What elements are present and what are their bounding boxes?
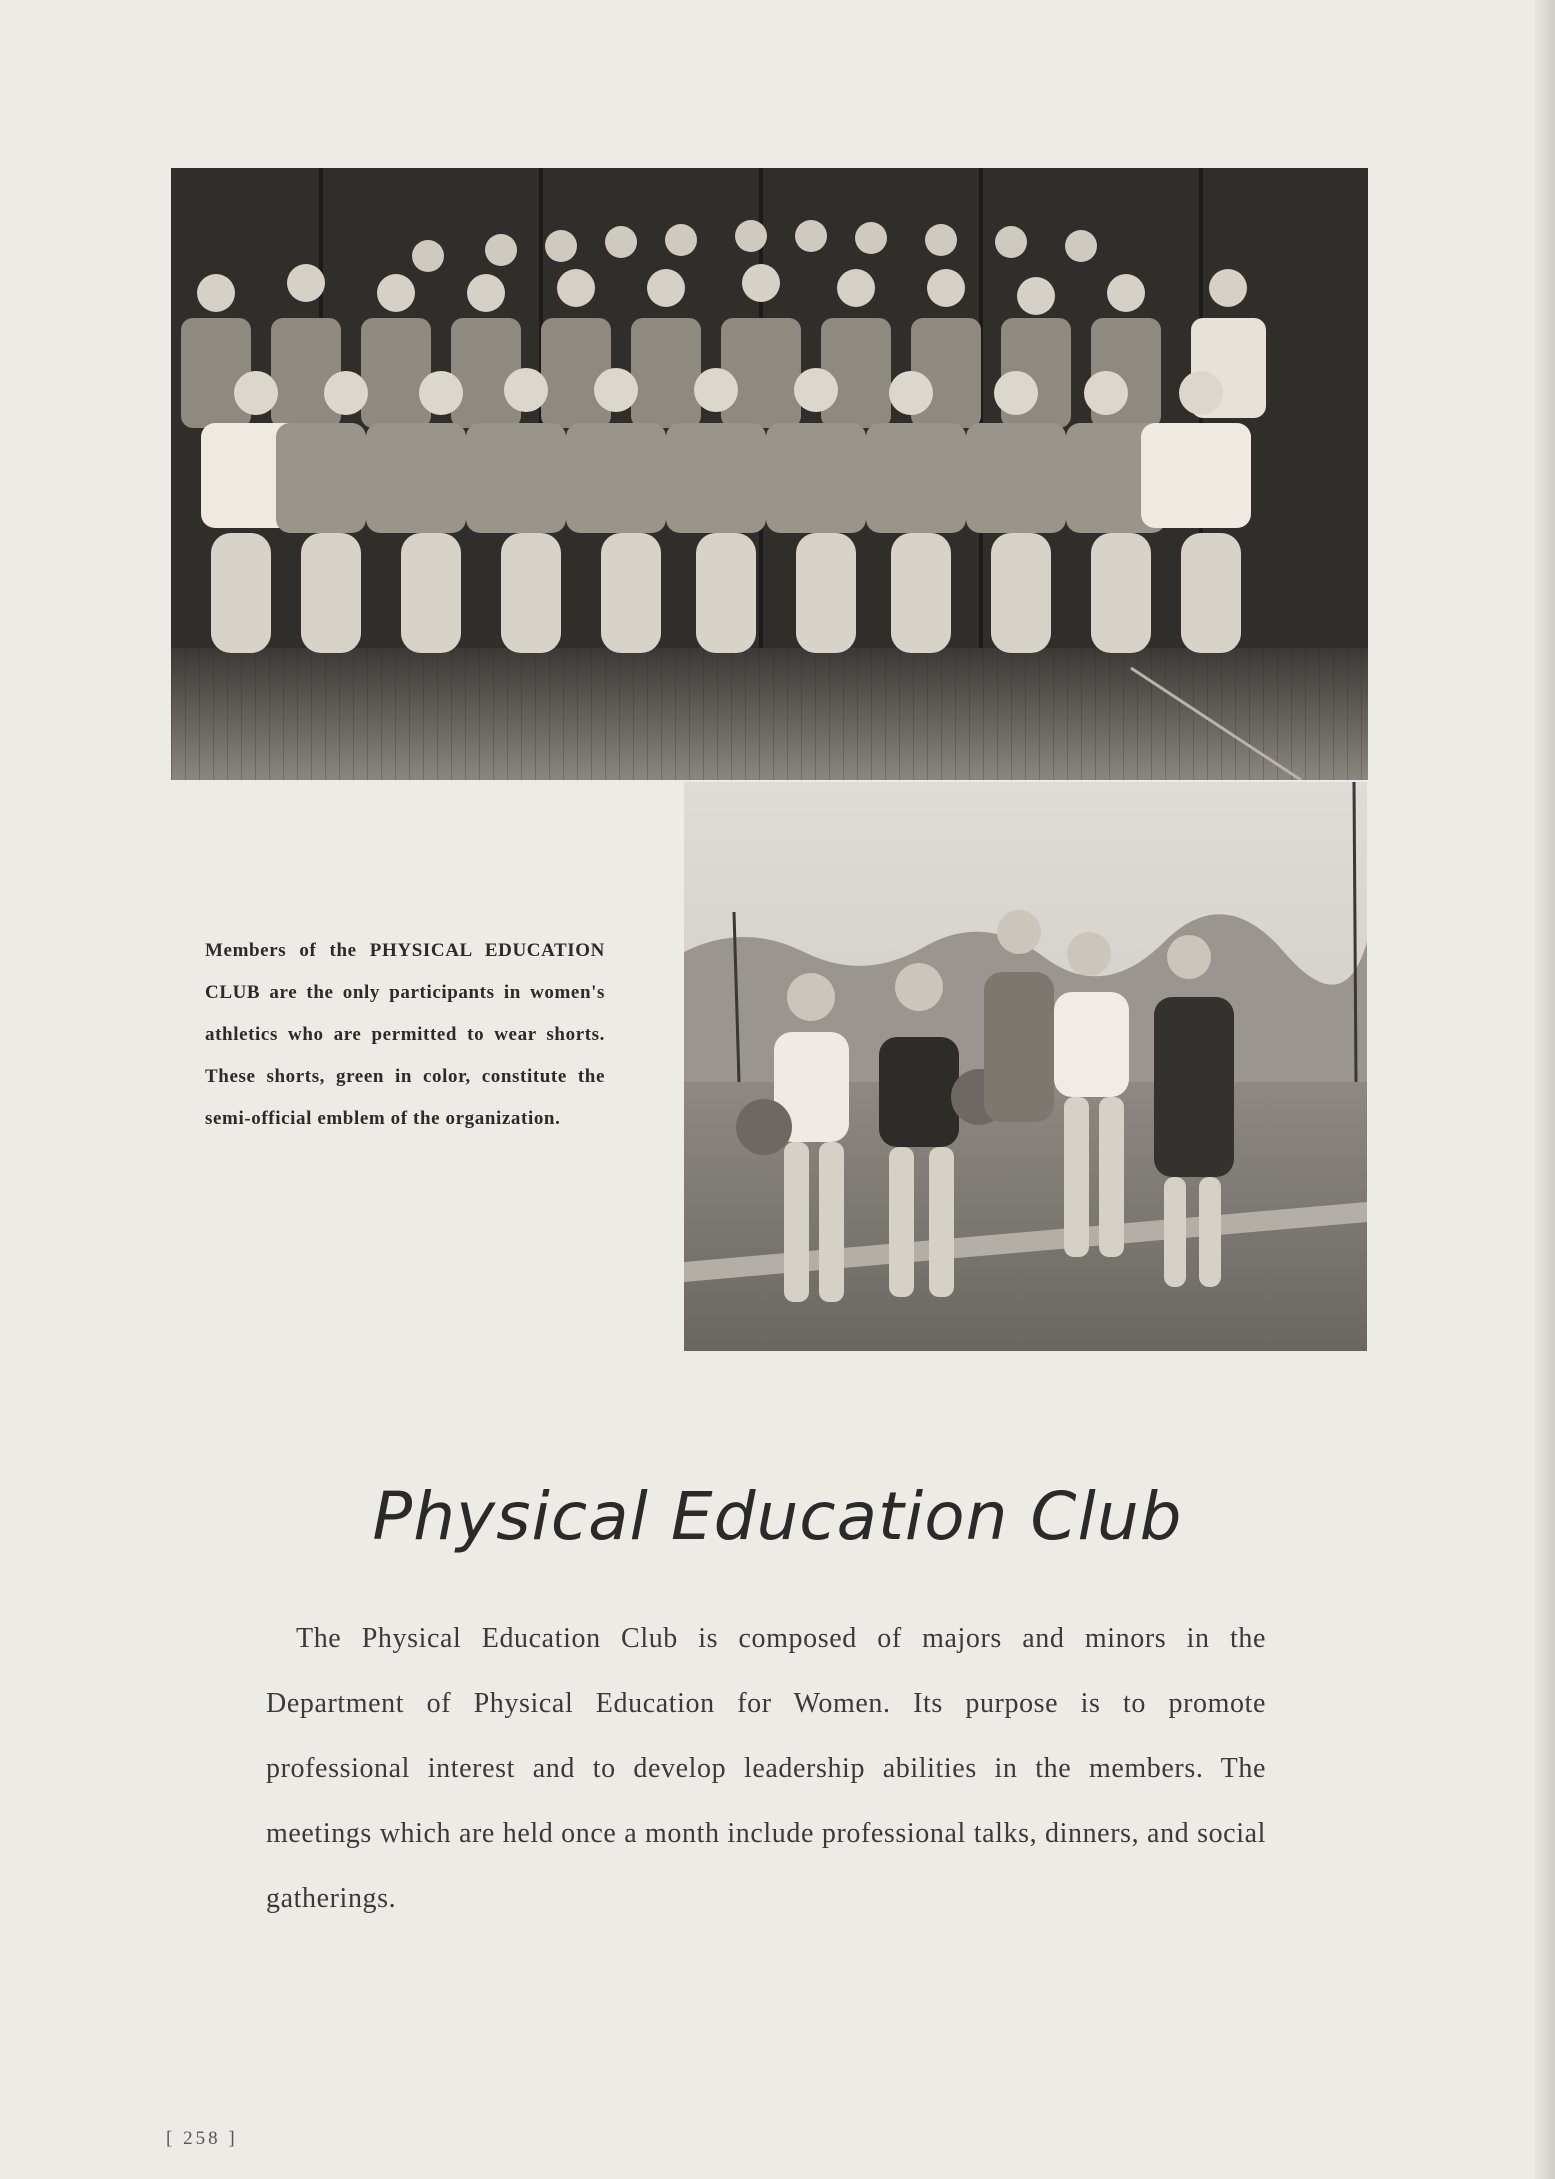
page-edge (1535, 0, 1555, 2179)
club-description: The Physical Education Club is composed of majors and minors in the Department of Physical Education for Women. Its purpose is to promote professional interest and to develop leadership abilities in the members. The meetings which are held once a month include professional talks, dinners, and social gatherings. (266, 1623, 1266, 1914)
group-photo (171, 168, 1368, 780)
photo-caption: Members of the PHYSICAL EDUCATION CLUB are the only participants in women's athletics who are permitted to wear shorts. These shorts, green in color, constitute the semi-official emblem of the organization. (205, 940, 605, 1129)
page-title: Physical Education Club (372, 1478, 1183, 1555)
walking-photo (684, 782, 1367, 1351)
page-number: [ 258 ] (166, 2128, 238, 2149)
